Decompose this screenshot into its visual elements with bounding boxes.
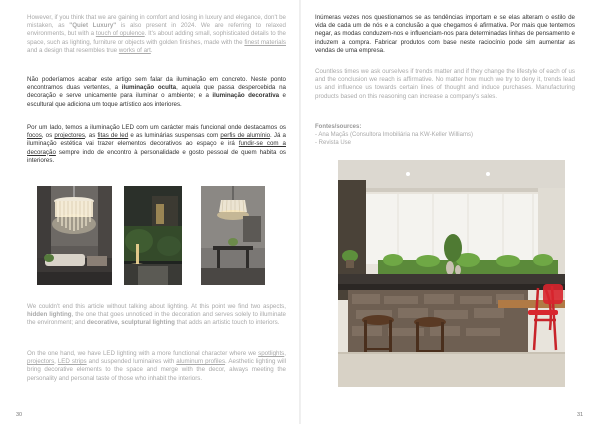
text-run: . Aesthetic lighting will bring decorative elements to the space and merge with the decor, always meeting the personality and personal taste of those who inhabit the interiors.	[27, 358, 286, 382]
text-run: On the one hand, we have LED lighting with a more functional character where we	[27, 350, 259, 357]
fitas-de-led-link[interactable]: fitas de led	[97, 132, 129, 140]
decorative-lighting-highlight: iluminação decorativa	[212, 92, 280, 100]
text-run: However, if you think that we are gaining in comfort and losing in luxury and elegance, don't be mistaken, as	[27, 14, 286, 30]
lighting-paragraph-en	[27, 303, 286, 328]
right-page	[300, 0, 600, 424]
text-run: , as	[84, 132, 98, 140]
projectors-link[interactable]: projectors	[27, 358, 55, 366]
aluminum-profiles-link[interactable]: aluminum profiles	[176, 358, 226, 366]
source-item: - Revista Use	[315, 140, 352, 146]
text-run: Por um lado, temos a iluminação LED com um carácter mais funcional onde destacamos os	[27, 124, 286, 131]
trends-paragraph-pt: Inúmeras vezes nos questionamos se as tendências importam e se elas alteram o estilo de vida de cada um de nós e a conclusão a que chegamos é afirmativa. Por mais que tentemos negar, as modas conduzem-nos e influenciam-nos para determinadas linhas de pensamento e induzem a compra. Fabricar produtos com base neste raciocínio pode sim aumentar as vendas de uma empresa.	[315, 14, 575, 54]
outdoor-path-lights-image	[124, 186, 182, 285]
led-paragraph-pt	[27, 124, 286, 165]
source-item: - Ana Maçãs (Consultora Imobiliária na KW-Keller Williams)	[315, 132, 473, 138]
outdoor-path-lights-photo	[124, 186, 182, 285]
text-run: . It's about adding small, sophisticated details to the space, such as lighting, furniture or objects with golden finishes, made with the	[27, 30, 286, 46]
text-run: , aquela que passa despercebida na decoração e serve unicamente para iluminar o ambiente; e a	[27, 84, 286, 100]
page-number-left: 30	[16, 412, 23, 418]
hidden-lighting-en-highlight: hidden lighting	[27, 311, 72, 319]
chandelier-living-room-image	[37, 186, 112, 285]
led-strips-link[interactable]: LED strips	[57, 358, 87, 366]
works-of-art-link[interactable]: works of art	[118, 46, 151, 54]
sources-block	[315, 123, 575, 147]
focos-link[interactable]: focos	[27, 132, 42, 140]
hidden-lighting-highlight: iluminação oculta	[121, 84, 177, 92]
text-run: and suspended luminaires with	[86, 358, 177, 366]
text-run: e escultural que adiciona um toque artístico aos interiores.	[27, 92, 286, 108]
text-run: .	[150, 46, 153, 54]
text-run: ,	[54, 358, 58, 366]
intro-paragraph-en	[27, 14, 286, 55]
finest-materials-link[interactable]: finest materials	[244, 38, 287, 46]
fundir-se-com-a-decoracao-link[interactable]: fundir-se com a decoração	[27, 140, 286, 156]
decorative-lighting-en-highlight: decorative, sculptural lighting	[86, 319, 175, 327]
text-run: We couldn't end this article without talking about lighting. At this point we find two aspects,	[27, 303, 286, 310]
trends-paragraph-en: Countless times we ask ourselves if trends matter and if they change the lifestyle of each of us and the conclusion we reach is affirmative. No matter how much we try to deny it, trends lead us and influence us towards certain lines of thought and induce purchases. Manufacturing products based on this reasoning can increase a company's sales.	[315, 68, 575, 100]
quiet-luxury-highlight: "Quiet Luxury"	[69, 22, 117, 30]
text-run: , the one that goes unnoticed in the decoration and serves solely to illuminate the environment; and	[27, 311, 286, 327]
kitchen-island-image	[338, 160, 565, 387]
text-run: , os	[41, 132, 55, 140]
sources-title: Fontes/sources:	[315, 124, 362, 130]
lighting-paragraph-pt	[27, 76, 286, 109]
chandelier-living-room-photo	[37, 186, 112, 285]
touch-of-opulence-link[interactable]: touch of opulence	[95, 30, 145, 38]
text-run: . Já a iluminação estética vai trazer elementos decorativos ao espaço e irá	[27, 132, 286, 148]
text-run: and a design that resembles true	[27, 46, 119, 54]
text-run: is also present in 2024. We are referring to relaxed environments, but with a	[27, 22, 286, 38]
spotlights-link[interactable]: spotlights	[258, 350, 285, 357]
page-number-right: 31	[577, 412, 584, 418]
text-run: ,	[284, 350, 286, 357]
text-run: sempre indo de encontro à personalidade e gosto pessoal de quem habita os interiores.	[27, 148, 286, 164]
dining-pendant-image	[201, 186, 265, 285]
projectores-link[interactable]: projectores	[54, 132, 85, 140]
text-run: that adds an artistic touch to interiors.	[174, 319, 280, 327]
led-paragraph-en	[27, 350, 286, 383]
dining-pendant-photo	[201, 186, 265, 285]
perfis-de-aluminio-link[interactable]: perfis de alumínio	[220, 132, 271, 140]
kitchen-island-photo	[338, 160, 565, 387]
text-run: Não poderíamos acabar este artigo sem falar da iluminação em concreto. Neste ponto encontramos duas vertentes, a	[27, 76, 286, 92]
text-run: e as luminárias suspensas com	[128, 132, 221, 140]
